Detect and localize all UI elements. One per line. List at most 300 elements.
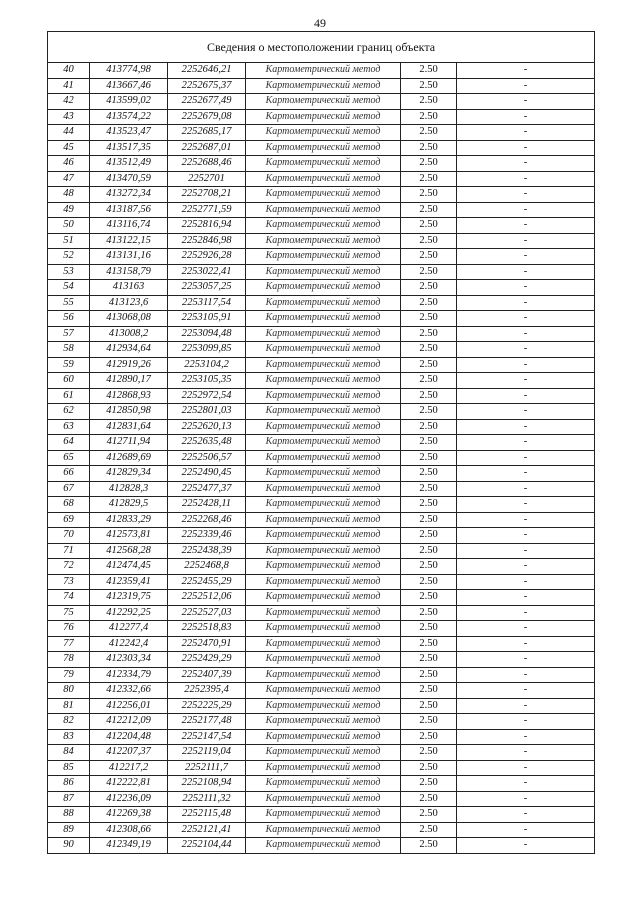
point-number-cell: 80 [48, 683, 90, 699]
description-cell: - [457, 140, 595, 156]
y-coordinate-cell: 2253104,2 [168, 357, 246, 373]
table-row [48, 140, 595, 156]
page-number: 49 [314, 16, 326, 30]
table-row [48, 295, 595, 311]
accuracy-cell: 2.50 [401, 156, 457, 172]
table-row [48, 652, 595, 668]
method-cell: Картометрический метод [246, 140, 401, 156]
accuracy-cell: 2.50 [401, 466, 457, 482]
point-number-cell: 41 [48, 78, 90, 94]
point-number-cell: 48 [48, 187, 90, 203]
x-coordinate-cell: 413774,98 [90, 63, 168, 79]
table-row [48, 280, 595, 296]
x-coordinate-cell: 412207,37 [90, 745, 168, 761]
y-coordinate-cell: 2253099,85 [168, 342, 246, 358]
description-cell: - [457, 745, 595, 761]
x-coordinate-cell: 412474,45 [90, 559, 168, 575]
accuracy-cell: 2.50 [401, 326, 457, 342]
method-cell: Картометрический метод [246, 512, 401, 528]
method-cell: Картометрический метод [246, 280, 401, 296]
y-coordinate-cell: 2252816,94 [168, 218, 246, 234]
accuracy-cell: 2.50 [401, 652, 457, 668]
y-coordinate-cell: 2252685,17 [168, 125, 246, 141]
y-coordinate-cell: 2252646,21 [168, 63, 246, 79]
method-cell: Картометрический метод [246, 109, 401, 125]
accuracy-cell: 2.50 [401, 729, 457, 745]
table-row [48, 791, 595, 807]
description-cell: - [457, 605, 595, 621]
y-coordinate-cell: 2252688,46 [168, 156, 246, 172]
table-row [48, 590, 595, 606]
description-cell: - [457, 171, 595, 187]
accuracy-cell: 2.50 [401, 342, 457, 358]
accuracy-cell: 2.50 [401, 388, 457, 404]
table-row [48, 249, 595, 265]
method-cell: Картометрический метод [246, 822, 401, 838]
point-number-cell: 59 [48, 357, 90, 373]
method-cell: Картометрический метод [246, 264, 401, 280]
y-coordinate-cell: 2252675,37 [168, 78, 246, 94]
accuracy-cell: 2.50 [401, 419, 457, 435]
x-coordinate-cell: 412934,64 [90, 342, 168, 358]
accuracy-cell: 2.50 [401, 264, 457, 280]
x-coordinate-cell: 413158,79 [90, 264, 168, 280]
y-coordinate-cell: 2252119,04 [168, 745, 246, 761]
description-cell: - [457, 729, 595, 745]
method-cell: Картометрический метод [246, 652, 401, 668]
description-cell: - [457, 404, 595, 420]
table-row [48, 171, 595, 187]
y-coordinate-cell: 2252620,13 [168, 419, 246, 435]
table-row [48, 156, 595, 172]
method-cell: Картометрический метод [246, 776, 401, 792]
description-cell: - [457, 528, 595, 544]
table-row [48, 187, 595, 203]
point-number-cell: 82 [48, 714, 90, 730]
point-number-cell: 63 [48, 419, 90, 435]
method-cell: Картометрический метод [246, 698, 401, 714]
x-coordinate-cell: 413131,16 [90, 249, 168, 265]
point-number-cell: 40 [48, 63, 90, 79]
y-coordinate-cell: 2253105,91 [168, 311, 246, 327]
y-coordinate-cell: 2252477,37 [168, 481, 246, 497]
table-row [48, 78, 595, 94]
table-row [48, 822, 595, 838]
accuracy-cell: 2.50 [401, 667, 457, 683]
x-coordinate-cell: 412292,25 [90, 605, 168, 621]
point-number-cell: 55 [48, 295, 90, 311]
x-coordinate-cell: 412829,34 [90, 466, 168, 482]
method-cell: Картометрический метод [246, 791, 401, 807]
method-cell: Картометрический метод [246, 202, 401, 218]
accuracy-cell: 2.50 [401, 202, 457, 218]
y-coordinate-cell: 2253094,48 [168, 326, 246, 342]
point-number-cell: 89 [48, 822, 90, 838]
method-cell: Картометрический метод [246, 249, 401, 265]
point-number-cell: 56 [48, 311, 90, 327]
table-row [48, 404, 595, 420]
method-cell: Картометрический метод [246, 373, 401, 389]
accuracy-cell: 2.50 [401, 140, 457, 156]
point-number-cell: 58 [48, 342, 90, 358]
point-number-cell: 54 [48, 280, 90, 296]
table-row [48, 528, 595, 544]
x-coordinate-cell: 412850,98 [90, 404, 168, 420]
y-coordinate-cell: 2252455,29 [168, 574, 246, 590]
point-number-cell: 87 [48, 791, 90, 807]
x-coordinate-cell: 412833,29 [90, 512, 168, 528]
table-row [48, 125, 595, 141]
method-cell: Картометрический метод [246, 745, 401, 761]
description-cell: - [457, 497, 595, 513]
description-cell: - [457, 109, 595, 125]
table-title-row [48, 32, 595, 63]
point-number-cell: 43 [48, 109, 90, 125]
table-row [48, 326, 595, 342]
point-number-cell: 67 [48, 481, 90, 497]
point-number-cell: 76 [48, 621, 90, 637]
point-number-cell: 72 [48, 559, 90, 575]
description-cell: - [457, 357, 595, 373]
method-cell: Картометрический метод [246, 807, 401, 823]
accuracy-cell: 2.50 [401, 512, 457, 528]
point-number-cell: 62 [48, 404, 90, 420]
method-cell: Картометрический метод [246, 636, 401, 652]
point-number-cell: 88 [48, 807, 90, 823]
x-coordinate-cell: 413116,74 [90, 218, 168, 234]
accuracy-cell: 2.50 [401, 373, 457, 389]
method-cell: Картометрический метод [246, 156, 401, 172]
point-number-cell: 75 [48, 605, 90, 621]
description-cell: - [457, 202, 595, 218]
description-cell: - [457, 280, 595, 296]
method-cell: Картометрический метод [246, 357, 401, 373]
description-cell: - [457, 683, 595, 699]
point-number-cell: 53 [48, 264, 90, 280]
y-coordinate-cell: 2252115,48 [168, 807, 246, 823]
accuracy-cell: 2.50 [401, 311, 457, 327]
point-number-cell: 83 [48, 729, 90, 745]
table-row [48, 636, 595, 652]
point-number-cell: 77 [48, 636, 90, 652]
description-cell: - [457, 807, 595, 823]
method-cell: Картометрический метод [246, 481, 401, 497]
description-cell: - [457, 311, 595, 327]
description-cell: - [457, 326, 595, 342]
description-cell: - [457, 652, 595, 668]
point-number-cell: 74 [48, 590, 90, 606]
x-coordinate-cell: 412212,09 [90, 714, 168, 730]
x-coordinate-cell: 412919,26 [90, 357, 168, 373]
accuracy-cell: 2.50 [401, 357, 457, 373]
accuracy-cell: 2.50 [401, 838, 457, 854]
description-cell: - [457, 388, 595, 404]
description-cell: - [457, 94, 595, 110]
accuracy-cell: 2.50 [401, 574, 457, 590]
method-cell: Картометрический метод [246, 729, 401, 745]
y-coordinate-cell: 2252701 [168, 171, 246, 187]
x-coordinate-cell: 413163 [90, 280, 168, 296]
y-coordinate-cell: 2252428,11 [168, 497, 246, 513]
description-cell: - [457, 760, 595, 776]
accuracy-cell: 2.50 [401, 94, 457, 110]
table-row [48, 714, 595, 730]
method-cell: Картометрический метод [246, 683, 401, 699]
table-row [48, 373, 595, 389]
table-row [48, 605, 595, 621]
y-coordinate-cell: 2252677,49 [168, 94, 246, 110]
table-row [48, 667, 595, 683]
x-coordinate-cell: 413599,02 [90, 94, 168, 110]
method-cell: Картометрический метод [246, 543, 401, 559]
x-coordinate-cell: 412359,41 [90, 574, 168, 590]
point-number-cell: 66 [48, 466, 90, 482]
method-cell: Картометрический метод [246, 233, 401, 249]
description-cell: - [457, 125, 595, 141]
accuracy-cell: 2.50 [401, 698, 457, 714]
point-number-cell: 61 [48, 388, 90, 404]
method-cell: Картометрический метод [246, 311, 401, 327]
y-coordinate-cell: 2253117,54 [168, 295, 246, 311]
y-coordinate-cell: 2252506,57 [168, 450, 246, 466]
y-coordinate-cell: 2252490,45 [168, 466, 246, 482]
table-row [48, 621, 595, 637]
accuracy-cell: 2.50 [401, 497, 457, 513]
accuracy-cell: 2.50 [401, 683, 457, 699]
point-number-cell: 71 [48, 543, 90, 559]
table-row [48, 698, 595, 714]
point-number-cell: 84 [48, 745, 90, 761]
y-coordinate-cell: 2252512,06 [168, 590, 246, 606]
y-coordinate-cell: 2253105,35 [168, 373, 246, 389]
method-cell: Картометрический метод [246, 326, 401, 342]
table-row [48, 729, 595, 745]
x-coordinate-cell: 413068,08 [90, 311, 168, 327]
accuracy-cell: 2.50 [401, 636, 457, 652]
y-coordinate-cell: 2252801,03 [168, 404, 246, 420]
accuracy-cell: 2.50 [401, 822, 457, 838]
method-cell: Картометрический метод [246, 94, 401, 110]
description-cell: - [457, 590, 595, 606]
x-coordinate-cell: 412868,93 [90, 388, 168, 404]
point-number-cell: 79 [48, 667, 90, 683]
y-coordinate-cell: 2252527,03 [168, 605, 246, 621]
method-cell: Картометрический метод [246, 404, 401, 420]
method-cell: Картометрический метод [246, 125, 401, 141]
method-cell: Картометрический метод [246, 621, 401, 637]
point-number-cell: 45 [48, 140, 90, 156]
description-cell: - [457, 481, 595, 497]
x-coordinate-cell: 413574,22 [90, 109, 168, 125]
x-coordinate-cell: 413517,35 [90, 140, 168, 156]
description-cell: - [457, 156, 595, 172]
x-coordinate-cell: 412242,4 [90, 636, 168, 652]
point-number-cell: 69 [48, 512, 90, 528]
accuracy-cell: 2.50 [401, 435, 457, 451]
point-number-cell: 90 [48, 838, 90, 854]
x-coordinate-cell: 412308,66 [90, 822, 168, 838]
description-cell: - [457, 187, 595, 203]
table-row [48, 574, 595, 590]
method-cell: Картометрический метод [246, 574, 401, 590]
point-number-cell: 70 [48, 528, 90, 544]
point-number-cell: 81 [48, 698, 90, 714]
accuracy-cell: 2.50 [401, 280, 457, 296]
x-coordinate-cell: 413523,47 [90, 125, 168, 141]
method-cell: Картометрический метод [246, 714, 401, 730]
method-cell: Картометрический метод [246, 528, 401, 544]
point-number-cell: 52 [48, 249, 90, 265]
method-cell: Картометрический метод [246, 667, 401, 683]
table-row [48, 838, 595, 854]
point-number-cell: 50 [48, 218, 90, 234]
point-number-cell: 47 [48, 171, 90, 187]
x-coordinate-cell: 412277,4 [90, 621, 168, 637]
y-coordinate-cell: 2252468,8 [168, 559, 246, 575]
point-number-cell: 49 [48, 202, 90, 218]
accuracy-cell: 2.50 [401, 187, 457, 203]
accuracy-cell: 2.50 [401, 404, 457, 420]
x-coordinate-cell: 413187,56 [90, 202, 168, 218]
x-coordinate-cell: 413667,46 [90, 78, 168, 94]
point-number-cell: 85 [48, 760, 90, 776]
method-cell: Картометрический метод [246, 435, 401, 451]
x-coordinate-cell: 413122,15 [90, 233, 168, 249]
accuracy-cell: 2.50 [401, 760, 457, 776]
table-row [48, 94, 595, 110]
table-row [48, 450, 595, 466]
x-coordinate-cell: 412256,01 [90, 698, 168, 714]
description-cell: - [457, 574, 595, 590]
point-number-cell: 42 [48, 94, 90, 110]
y-coordinate-cell: 2253022,41 [168, 264, 246, 280]
y-coordinate-cell: 2253057,25 [168, 280, 246, 296]
x-coordinate-cell: 413512,49 [90, 156, 168, 172]
table-row [48, 63, 595, 79]
accuracy-cell: 2.50 [401, 249, 457, 265]
point-number-cell: 60 [48, 373, 90, 389]
table-row [48, 218, 595, 234]
table-row [48, 419, 595, 435]
table-row [48, 497, 595, 513]
boundary-coordinates-table [47, 31, 595, 854]
method-cell: Картометрический метод [246, 419, 401, 435]
description-cell: - [457, 559, 595, 575]
y-coordinate-cell: 2252429,29 [168, 652, 246, 668]
y-coordinate-cell: 2252268,46 [168, 512, 246, 528]
y-coordinate-cell: 2252104,44 [168, 838, 246, 854]
y-coordinate-cell: 2252147,54 [168, 729, 246, 745]
accuracy-cell: 2.50 [401, 109, 457, 125]
description-cell: - [457, 698, 595, 714]
accuracy-cell: 2.50 [401, 171, 457, 187]
description-cell: - [457, 78, 595, 94]
y-coordinate-cell: 2252771,59 [168, 202, 246, 218]
y-coordinate-cell: 2252708,21 [168, 187, 246, 203]
accuracy-cell: 2.50 [401, 543, 457, 559]
x-coordinate-cell: 412217,2 [90, 760, 168, 776]
y-coordinate-cell: 2252177,48 [168, 714, 246, 730]
y-coordinate-cell: 2252635,48 [168, 435, 246, 451]
table-row [48, 776, 595, 792]
accuracy-cell: 2.50 [401, 590, 457, 606]
table-title: Сведения о местоположении границ объекта [48, 32, 595, 63]
y-coordinate-cell: 2252121,41 [168, 822, 246, 838]
description-cell: - [457, 342, 595, 358]
y-coordinate-cell: 2252395,4 [168, 683, 246, 699]
point-number-cell: 57 [48, 326, 90, 342]
x-coordinate-cell: 412890,17 [90, 373, 168, 389]
x-coordinate-cell: 412319,75 [90, 590, 168, 606]
table-row [48, 760, 595, 776]
x-coordinate-cell: 412829,5 [90, 497, 168, 513]
description-cell: - [457, 822, 595, 838]
x-coordinate-cell: 412303,34 [90, 652, 168, 668]
x-coordinate-cell: 412332,66 [90, 683, 168, 699]
table-row [48, 543, 595, 559]
point-number-cell: 78 [48, 652, 90, 668]
description-cell: - [457, 667, 595, 683]
description-cell: - [457, 466, 595, 482]
description-cell: - [457, 621, 595, 637]
accuracy-cell: 2.50 [401, 450, 457, 466]
description-cell: - [457, 63, 595, 79]
accuracy-cell: 2.50 [401, 218, 457, 234]
method-cell: Картометрический метод [246, 605, 401, 621]
accuracy-cell: 2.50 [401, 776, 457, 792]
table-row [48, 807, 595, 823]
y-coordinate-cell: 2252225,29 [168, 698, 246, 714]
description-cell: - [457, 776, 595, 792]
x-coordinate-cell: 412269,38 [90, 807, 168, 823]
description-cell: - [457, 838, 595, 854]
accuracy-cell: 2.50 [401, 791, 457, 807]
method-cell: Картометрический метод [246, 466, 401, 482]
y-coordinate-cell: 2252518,83 [168, 621, 246, 637]
x-coordinate-cell: 412689,69 [90, 450, 168, 466]
x-coordinate-cell: 413008,2 [90, 326, 168, 342]
x-coordinate-cell: 412831,64 [90, 419, 168, 435]
accuracy-cell: 2.50 [401, 807, 457, 823]
x-coordinate-cell: 412222,81 [90, 776, 168, 792]
method-cell: Картометрический метод [246, 187, 401, 203]
description-cell: - [457, 450, 595, 466]
accuracy-cell: 2.50 [401, 559, 457, 575]
table-row [48, 559, 595, 575]
description-cell: - [457, 264, 595, 280]
point-number-cell: 46 [48, 156, 90, 172]
point-number-cell: 86 [48, 776, 90, 792]
method-cell: Картометрический метод [246, 78, 401, 94]
point-number-cell: 51 [48, 233, 90, 249]
x-coordinate-cell: 412349,19 [90, 838, 168, 854]
table-row [48, 512, 595, 528]
description-cell: - [457, 218, 595, 234]
table-row [48, 435, 595, 451]
table-row [48, 109, 595, 125]
y-coordinate-cell: 2252687,01 [168, 140, 246, 156]
accuracy-cell: 2.50 [401, 63, 457, 79]
y-coordinate-cell: 2252111,7 [168, 760, 246, 776]
y-coordinate-cell: 2252339,46 [168, 528, 246, 544]
description-cell: - [457, 373, 595, 389]
y-coordinate-cell: 2252108,94 [168, 776, 246, 792]
method-cell: Картометрический метод [246, 590, 401, 606]
method-cell: Картометрический метод [246, 497, 401, 513]
x-coordinate-cell: 412568,28 [90, 543, 168, 559]
x-coordinate-cell: 412828,3 [90, 481, 168, 497]
table-row [48, 233, 595, 249]
